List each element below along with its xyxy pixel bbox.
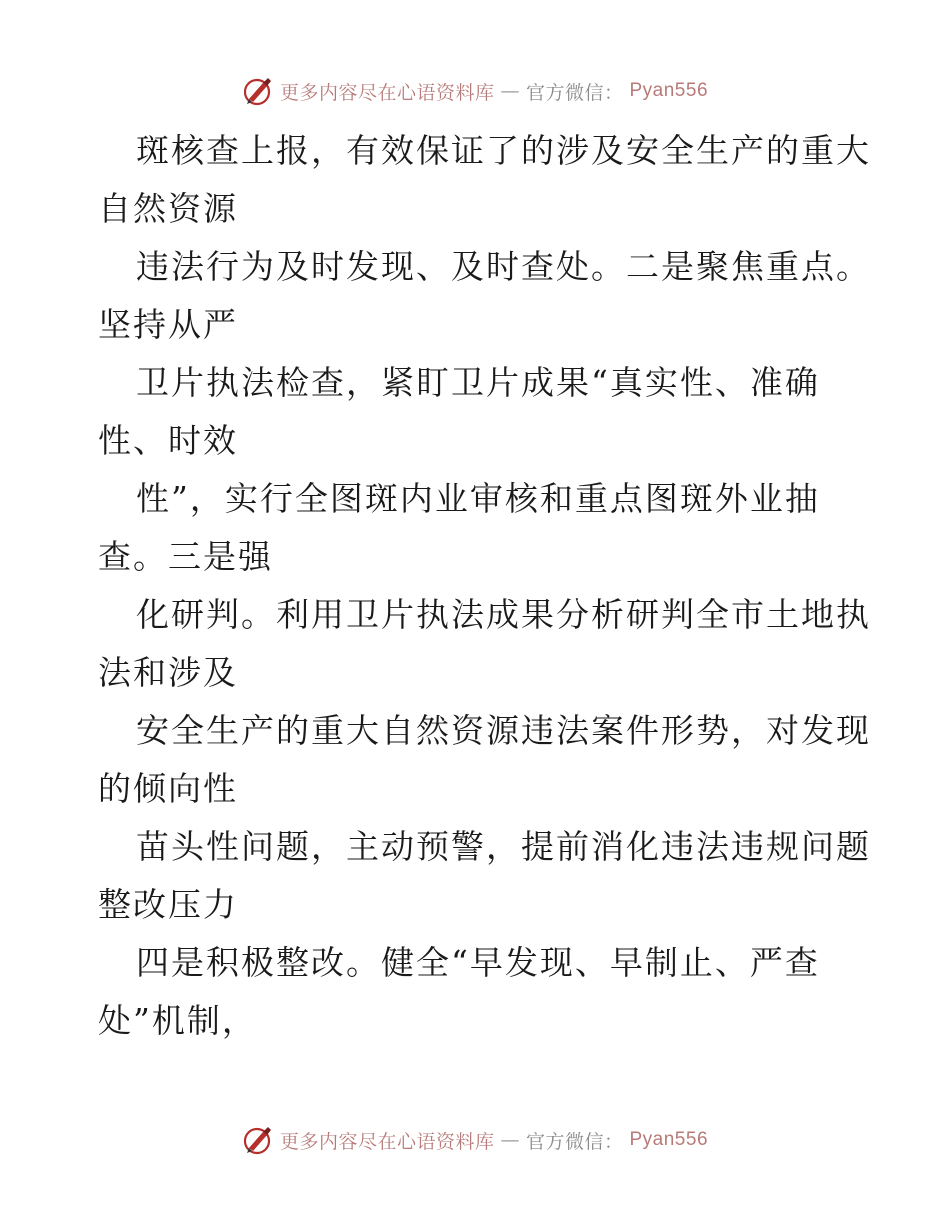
watermark-wechat-id: Pyan556: [629, 1129, 709, 1150]
body-line: 自然资源: [98, 189, 238, 228]
body-line: 卫片执法检查，紧盯卫片成果“真实性、准确: [136, 363, 820, 402]
watermark-wechat-label: 官方微信：: [525, 1130, 624, 1153]
watermark-text: 更多内容尽在心语资料库: [279, 81, 495, 104]
document-body: [98, 122, 871, 1050]
body-line: 性、时效: [98, 421, 238, 460]
body-line: 违法行为及时发现、及时查处。二是聚焦重点。: [136, 247, 871, 286]
body-line: 的倾向性: [98, 769, 238, 808]
body-line: 斑核查上报，有效保证了的涉及安全生产的重大: [136, 131, 871, 170]
pen-logo-icon: [242, 1124, 274, 1156]
body-line: 四是积极整改。健全“早发现、早制止、严查: [136, 943, 820, 982]
body-line: 性”，实行全图斑内业审核和重点图斑外业抽: [136, 479, 820, 518]
watermark-wechat-id: Pyan556: [629, 80, 709, 101]
footer-watermark: [0, 1120, 950, 1160]
body-line: 苗头性问题，主动预警，提前消化违法违规问题: [136, 827, 871, 866]
body-line: 查。三是强: [98, 537, 273, 576]
watermark-dash: —: [500, 80, 520, 102]
body-line: 处”机制，: [98, 1001, 257, 1040]
body-line: 整改压力: [98, 885, 238, 924]
watermark-dash: —: [500, 1129, 520, 1151]
body-line: 法和涉及: [98, 653, 238, 692]
body-line: 安全生产的重大自然资源违法案件形势，对发现: [136, 711, 871, 750]
watermark-wechat-label: 官方微信：: [525, 81, 624, 104]
body-line: 坚持从严: [98, 305, 238, 344]
pen-logo-icon: [242, 75, 274, 107]
watermark-text: 更多内容尽在心语资料库: [279, 1130, 495, 1153]
body-line: 化研判。利用卫片执法成果分析研判全市土地执: [136, 595, 871, 634]
header-watermark: [0, 71, 950, 111]
